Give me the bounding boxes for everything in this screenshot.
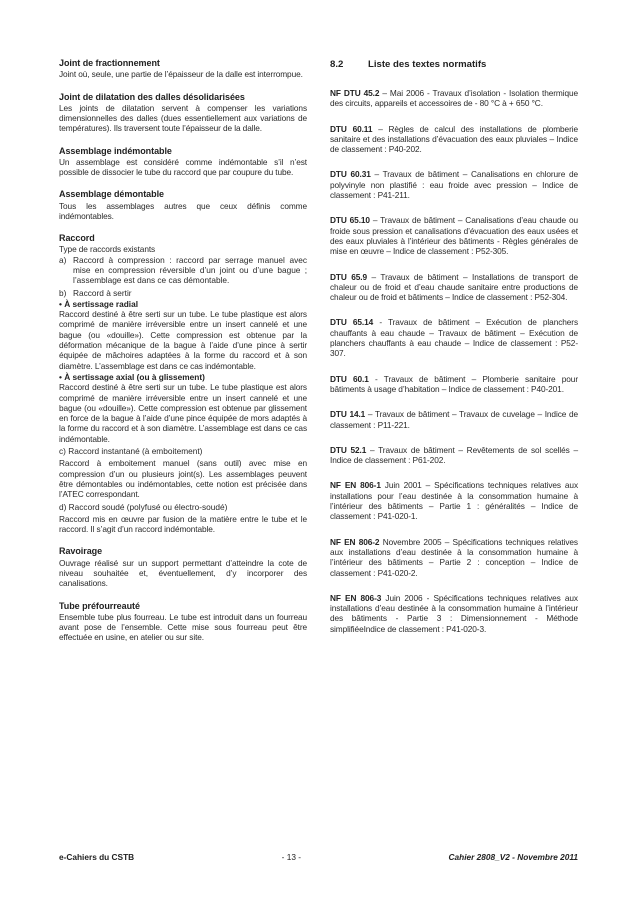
raccord-intro: Type de raccords existants	[59, 244, 156, 255]
standard-entry	[330, 409, 578, 430]
definition-assemblage-demontable	[59, 189, 307, 221]
standard-code: DTU 65.9	[330, 271, 368, 282]
standard-code: DTU 14.1	[330, 409, 366, 420]
sertissage-radial-heading: • À sertissage radial	[59, 298, 138, 309]
sertissage-radial-text: Raccord destiné à être serti sur un tube. Le tube plastique est alors comprimé de manière irréversible entre un insert cannelé et une bague (ou «douille»). Cette compression est obtenue par la déformation mécanique de la bague à l’aide d’une pince à sertir équipée de mâchoires adaptées à la forme du raccord et à son diamètre. L’assemblage est dans ce cas indémontable.	[59, 309, 307, 371]
term-heading: Tube préfourreauté	[59, 600, 140, 611]
standard-text: - Travaux de bâtiment – Plomberie sanitaire pour bâtiments à usage d’habitation – Indice de classement : P40-201.	[330, 373, 578, 394]
section-title: Liste des textes normatifs	[368, 59, 487, 70]
definition-assemblage-indemontable	[59, 146, 307, 178]
sertissage-axial-text: Raccord destiné à être serti sur un tube. Le tube plastique est alors comprimé de manière irréversible entre un insert cannelé et une bague (ou «douille»). Cette compression est obtenue par glissement en force de la bague à l’aide d’une pince équipée de mors adaptés à la forme du raccord et à son diamètre. L’assemblage est dans ce cas indémontable.	[59, 382, 307, 444]
standard-entry	[330, 593, 578, 634]
standard-text: – Règles de calcul des installations de plomberie sanitaire et des installations d’évacuation des eaux pluviales – Indice de classement : P40-202.	[330, 123, 578, 155]
item-label: a)	[59, 254, 67, 265]
raccord-item-b	[59, 288, 307, 298]
standard-text: - Travaux de bâtiment – Exécution de planchers chauffants à eau chaude – Travaux de bâtiment – Exécution de planchers chauffants à eau chaude – Indice de classement : P52-307.	[330, 317, 578, 359]
standard-entry	[330, 445, 578, 466]
standard-code: NF DTU 45.2	[330, 88, 380, 98]
page-footer	[59, 852, 578, 862]
standard-code: DTU 65.14	[330, 317, 374, 328]
term-text: Tous les assemblages autres que ceux définis comme indémontables.	[59, 200, 307, 221]
right-column	[330, 58, 578, 649]
term-heading: Ravoirage	[59, 546, 103, 557]
standard-code: DTU 60.31	[330, 169, 371, 180]
standard-code: DTU 60.11	[330, 123, 373, 134]
footer-publisher: e-Cahiers du CSTB	[59, 852, 135, 862]
term-heading: Joint de fractionnement	[59, 58, 160, 68]
section-number: 8.2	[330, 59, 344, 70]
standard-text: Novembre 2005 – Spécifications techniques relatives aux installations d’eau destinée à la consommation humaine à l’intérieur des bâtiments – Partie 2 : conception – Indice de classement : P41-020-2.	[330, 536, 578, 578]
term-text: Ensemble tube plus fourreau. Le tube est introduit dans un fourreau avant pose de l’ensemble. Cette mise sous fourreau peut être effectuée en usine, en atelier ou sur site.	[59, 611, 307, 643]
standard-text: – Travaux de bâtiment – Canalisations d’eau chaude ou froide sous pression et canalisations d’évacuation des eaux usées et des eaux pluviales à l’intérieur des bâtiments - Règles générales de mise en œuvre – Indice de classement : P52-305.	[330, 215, 578, 257]
term-heading: Joint de dilatation des dalles désolidarisées	[59, 91, 245, 102]
standard-entry	[330, 317, 578, 358]
standard-entry	[330, 124, 578, 155]
standard-text: – Travaux de bâtiment – Travaux de cuvelage – Indice de classement : P11-221.	[330, 409, 578, 430]
definition-ravoirage	[59, 546, 307, 588]
standard-code: NF EN 806-3	[330, 592, 382, 603]
standard-text: – Travaux de bâtiment – Canalisations en chlorure de polyvinyle non plastifié : eau froide avec pression – Indice de classement : P41-211.	[330, 169, 578, 201]
term-heading: Raccord	[59, 233, 95, 244]
standard-entry	[330, 537, 578, 578]
footer-document-ref: Cahier 2808_V2 - Novembre 2011	[448, 852, 578, 862]
standard-entry	[330, 215, 578, 256]
sertissage-axial-heading: • À sertissage axial (ou à glissement)	[59, 371, 205, 382]
standard-code: NF EN 806-2	[330, 536, 380, 547]
standard-code: NF EN 806-1	[330, 480, 381, 491]
raccord-item-d: d) Raccord soudé (polyfusé ou électro-soudé)	[59, 501, 228, 512]
term-heading: Assemblage indémontable	[59, 145, 172, 156]
term-text: Joint où, seule, une partie de l’épaisseur de la dalle est interrompue.	[59, 69, 303, 80]
page-number: - 13 -	[281, 852, 302, 862]
item-label: b)	[59, 287, 67, 298]
term-text: Ouvrage réalisé sur un support permettant d’atteindre la cote de niveau souhaitée et, éventuellement, d’y incorporer des canalisations.	[59, 557, 307, 589]
standard-text: – Travaux de bâtiment – Installations de transport de chaleur ou de froid et d’eau chaude sanitaire entre productions de chaleur ou de froid et bâtiments – Indice de classement : P52-304.	[330, 271, 578, 303]
term-text: Les joints de dilatation servent à compenser les variations dimensionnelles des dalles (dues essentiellement aux variations de températures). Ils traversent toute l’épaisseur de la dalle.	[59, 102, 307, 134]
standard-text: – Mai 2006 - Travaux d’isolation - Isolation thermique des circuits, appareils et accessoires de - 80 °C à + 650 °C.	[330, 88, 578, 109]
definition-tube-prefourreaute	[59, 601, 307, 643]
raccord-item-a	[59, 255, 307, 286]
definition-joint-fractionnement	[59, 58, 307, 80]
raccord-item-c-text: Raccord à emboitement manuel (sans outil) avec mise en compression d’un ou plusieurs joint(s). Les assemblages peuvent être démontables ou indémontables, cette notion est précisée dans l’ATEC correspondant.	[59, 458, 307, 500]
standard-text: Juin 2006 - Spécifications techniques relatives aux installations d’eau destinée à la consommation humaine à l’intérieur des bâtiments - Partie 3 : Dimensionnement - Méthode simplifiéeIndice de classement : P41-020-3.	[330, 592, 578, 634]
item-text: Raccord à compression : raccord par serrage manuel avec mise en compression réversible d’un joint ou d’une bague ; l’assemblage est dans ce cas démontable.	[73, 254, 307, 286]
standard-entry	[330, 480, 578, 521]
left-column	[59, 58, 307, 655]
term-heading: Assemblage démontable	[59, 189, 164, 200]
standard-code: DTU 52.1	[330, 444, 367, 455]
standard-text: – Travaux de bâtiment – Revêtements de sol scellés – Indice de classement : P61-202.	[330, 444, 578, 466]
standard-code: DTU 65.10	[330, 215, 370, 226]
raccord-item-d-text: Raccord mis en œuvre par fusion de la matière entre le tube et le raccord. Il s’agit d’un raccord indémontable.	[59, 513, 307, 535]
definition-raccord	[59, 233, 307, 534]
standard-entry	[330, 88, 578, 109]
term-text: Un assemblage est considéré comme indémontable s’il n’est possible de dissocier le tube du raccord que par coupure du tube.	[59, 156, 307, 178]
section-heading	[330, 59, 578, 71]
standard-entry	[330, 272, 578, 303]
raccord-item-c: c) Raccord instantané (à emboitement)	[59, 446, 203, 457]
item-text: Raccord à sertir	[73, 287, 132, 298]
standard-text: Juin 2001 – Spécifications techniques relatives aux installations pour l’eau destinée à la consommation humaine à l’intérieur des bâtiments – Partie 1 : généralités – Indice de classement : P41-020-1.	[330, 480, 578, 522]
definition-joint-dilatation	[59, 92, 307, 134]
standard-code: DTU 60.1	[330, 373, 369, 384]
standard-entry	[330, 374, 578, 395]
standard-entry	[330, 169, 578, 200]
